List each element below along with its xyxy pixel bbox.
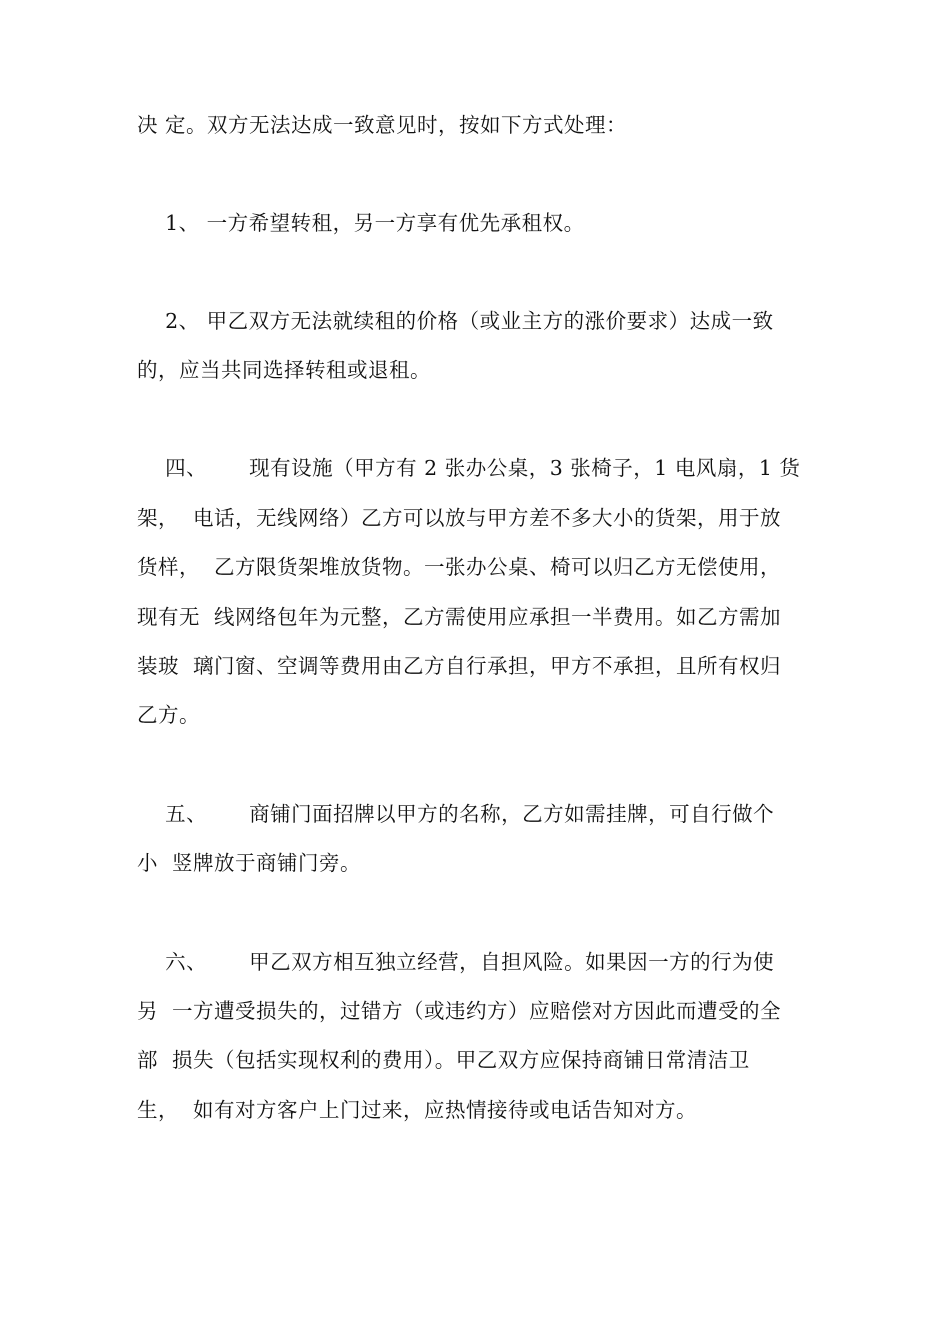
text-line-3: 2、 甲乙双方无法就续租的价格（或业主方的涨价要求）达成一致 xyxy=(137,309,774,333)
text-line-10: 乙方。 xyxy=(137,703,200,727)
text-line-4: 的，应当共同选择转租或退租。 xyxy=(137,358,431,382)
text-line-7: 货样， 乙方限货架堆放货物。一张办公桌、椅可以归乙方无偿使用， xyxy=(137,555,782,579)
text-line-12: 小 竖牌放于商铺门旁。 xyxy=(137,851,362,875)
text-line-6: 架， 电话，无线网络）乙方可以放与甲方差不多大小的货架，用于放 xyxy=(137,506,782,530)
text-line-11: 五、 商铺门面招牌以甲方的名称，乙方如需挂牌，可自行做个 xyxy=(137,802,775,826)
text-line-13: 六、 甲乙双方相互独立经营，自担风险。如果因一方的行为使 xyxy=(137,950,775,974)
text-line-5: 四、 现有设施（甲方有 2 张办公桌，3 张椅子，1 电风扇，1 货 xyxy=(137,456,801,480)
text-line-16: 生， 如有对方客户上门过来，应热情接待或电话告知对方。 xyxy=(137,1098,698,1122)
text-line-15: 部 损失（包括实现权利的费用）。甲乙双方应保持商铺日常清洁卫 xyxy=(137,1048,750,1072)
text-line-2: 1、 一方希望转租，另一方享有优先承租权。 xyxy=(137,211,585,235)
text-line-1: 决 定。双方无法达成一致意见时，按如下方式处理： xyxy=(137,113,628,137)
text-line-9: 装玻 璃门窗、空调等费用由乙方自行承担，甲方不承担，且所有权归 xyxy=(137,654,782,678)
text-line-14: 另 一方遭受损失的，过错方（或违约方）应赔偿对方因此而遭受的全 xyxy=(137,999,782,1023)
text-line-8: 现有无 线网络包年为元整，乙方需使用应承担一半费用。如乙方需加 xyxy=(137,605,782,629)
